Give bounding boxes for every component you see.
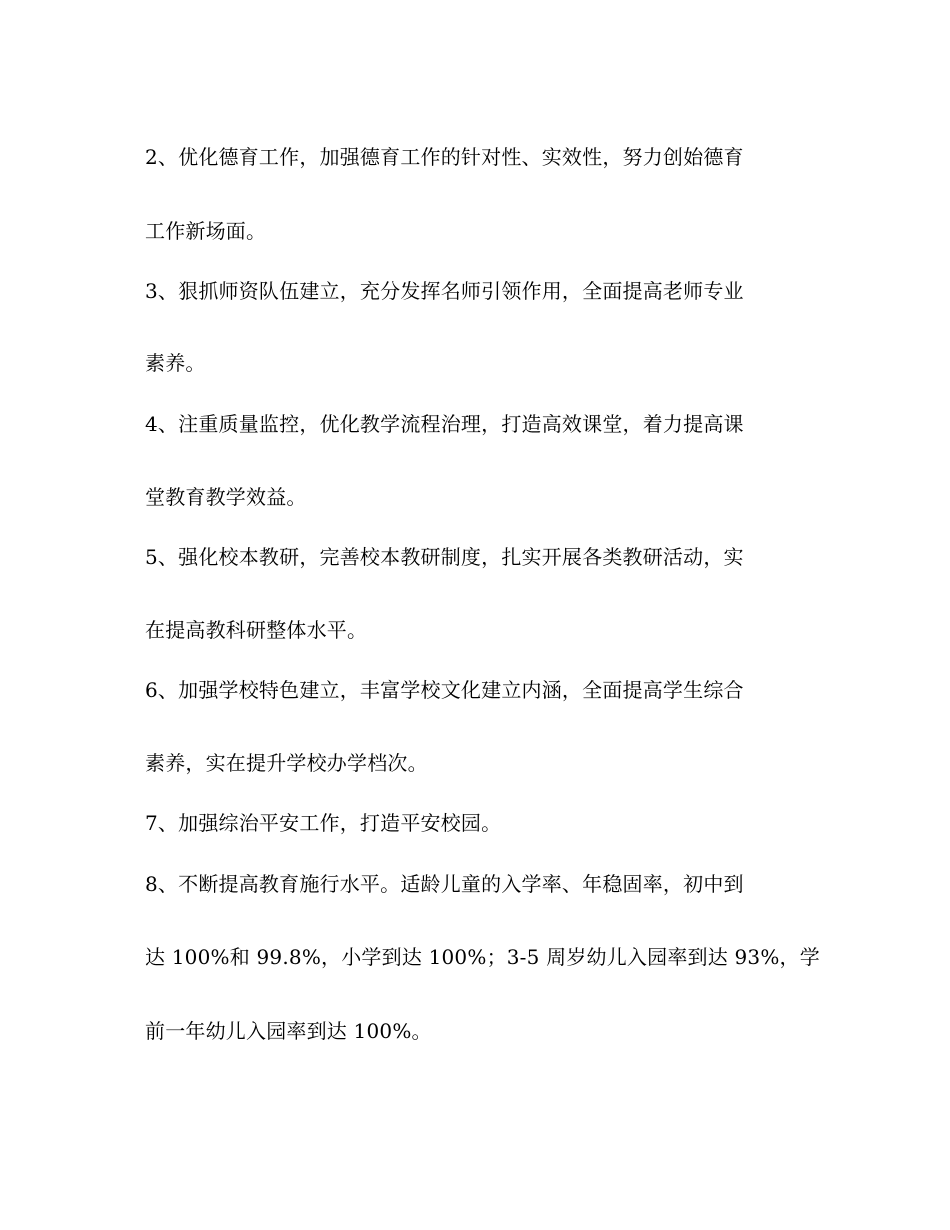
item-7-line-1: 7、加强综治平安工作，打造平安校园。 bbox=[145, 811, 502, 835]
item-4-line-1: 4、注重质量监控，优化教学流程治理，打造高效课堂，着力提高课 bbox=[145, 412, 744, 436]
item-2-line-1: 2、优化德育工作，加强德育工作的针对性、实效性，努力创始德育 bbox=[145, 145, 744, 169]
item-5-line-2: 在提高教科研整体水平。 bbox=[145, 618, 368, 642]
item-5-line-1: 5、强化校本教研，完善校本教研制度，扎实开展各类教研活动，实 bbox=[145, 545, 744, 569]
item-8-line-3: 前一年幼儿入园率到达 100%。 bbox=[145, 1019, 432, 1043]
item-2-line-2: 工作新场面。 bbox=[145, 219, 267, 243]
item-4-line-2: 堂教育教学效益。 bbox=[145, 485, 307, 509]
item-8-line-2: 达 100%和 99.8%，小学到达 100%；3-5 周岁幼儿入园率到达 93%，学 bbox=[145, 945, 820, 969]
item-3-line-1: 3、狠抓师资队伍建立，充分发挥名师引领作用，全面提高老师专业 bbox=[145, 279, 744, 303]
item-6-line-1: 6、加强学校特色建立，丰富学校文化建立内涵，全面提高学生综合 bbox=[145, 678, 744, 702]
item-6-line-2: 素养，实在提升学校办学档次。 bbox=[145, 751, 428, 775]
item-3-line-2: 素养。 bbox=[145, 351, 206, 375]
item-8-line-1: 8、不断提高教育施行水平。适龄儿童的入学率、年稳固率，初中到 bbox=[145, 872, 744, 896]
